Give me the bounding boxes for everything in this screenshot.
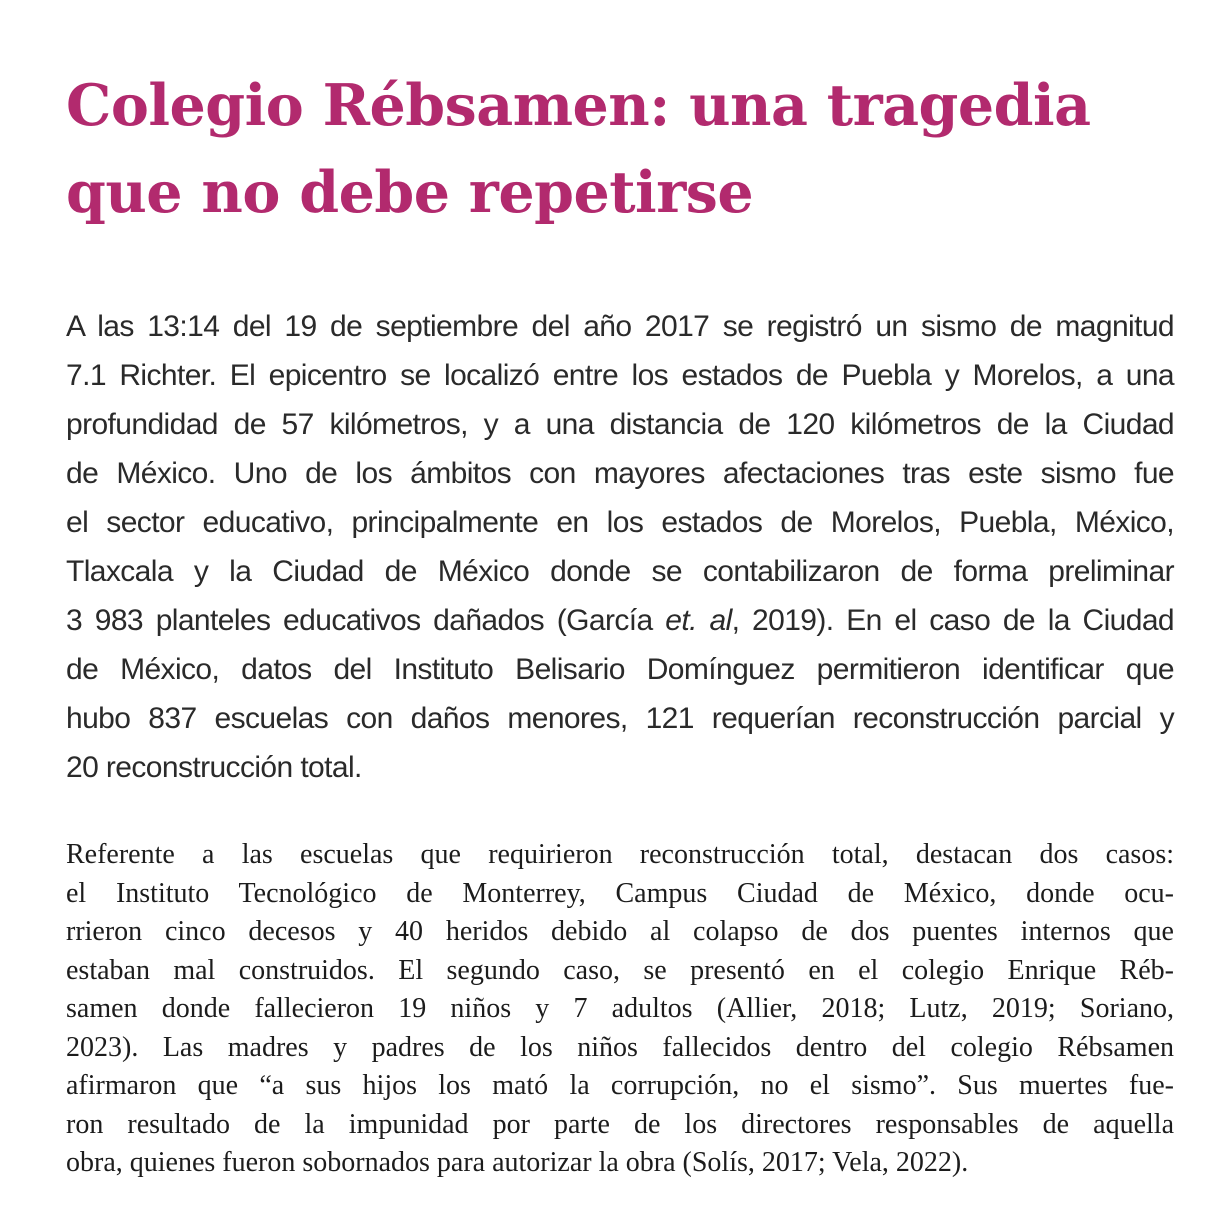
paragraph-line: obra, quienes fueron sobornados para autorizar la obra (Solís, 2017; Vela, 2022). [66,1147,969,1178]
paragraph-line: el Instituto Tecnológico de Monterrey, Campus Ciudad de México, donde ocu- [66,877,1174,909]
cases-paragraph [66,836,1174,1183]
paragraph-line: A las 13:14 del 19 de septiembre del año 2017 se registró un sismo de magnitud [66,310,1174,343]
paragraph-line: de México. Uno de los ámbitos con mayores afectaciones tras este sismo fue [66,457,1174,490]
paragraph-line: de México, datos del Instituto Belisario Domínguez permitieron identificar que [66,653,1174,686]
citation-text-before: 3 983 planteles educativos dañados (García [66,604,666,637]
paragraph-line: 2023). Las madres y padres de los niños fallecidos dentro del colegio Rébsamen [66,1031,1174,1063]
paragraph-line: estaban mal construidos. El segundo caso, se presentó en el colegio Enrique Réb- [66,954,1174,986]
title-line: que no debe repetirse [66,159,754,226]
title-line: Colegio Rébsamen: una tragedia [66,72,1091,139]
paragraph-line: el sector educativo, principalmente en los estados de Morelos, Puebla, México, [66,506,1174,539]
paragraph-line: 20 reconstrucción total. [66,751,362,784]
citation-line [66,596,1174,645]
article-title [66,62,1174,236]
citation-italic: et. al [665,604,732,637]
paragraph-line: samen donde fallecieron 19 niños y 7 adultos (Allier, 2018; Lutz, 2019; Soriano, [66,993,1174,1024]
paragraph-line: profundidad de 57 kilómetros, y a una distancia de 120 kilómetros de la Ciudad [66,408,1174,441]
intro-paragraph [66,302,1174,792]
paragraph-line: afirmaron que “a sus hijos los mató la corrupción, no el sismo”. Sus muertes fue- [66,1070,1174,1101]
citation-text-after: , 2019). En el caso de la Ciudad [731,604,1174,637]
paragraph-line: hubo 837 escuelas con daños menores, 121 requerían reconstrucción parcial y [66,702,1174,735]
paragraph-line: 7.1 Richter. El epicentro se localizó entre los estados de Puebla y Morelos, a una [66,359,1174,392]
paragraph-line: Referente a las escuelas que requirieron reconstrucción total, destacan dos casos: [66,839,1174,870]
paragraph-line: rrieron cinco decesos y 40 heridos debido al colapso de dos puentes internos que [66,916,1174,947]
paragraph-line: ron resultado de la impunidad por parte de los directores responsables de aquella [66,1108,1174,1140]
paragraph-line: Tlaxcala y la Ciudad de México donde se contabilizaron de forma preliminar [66,555,1174,588]
